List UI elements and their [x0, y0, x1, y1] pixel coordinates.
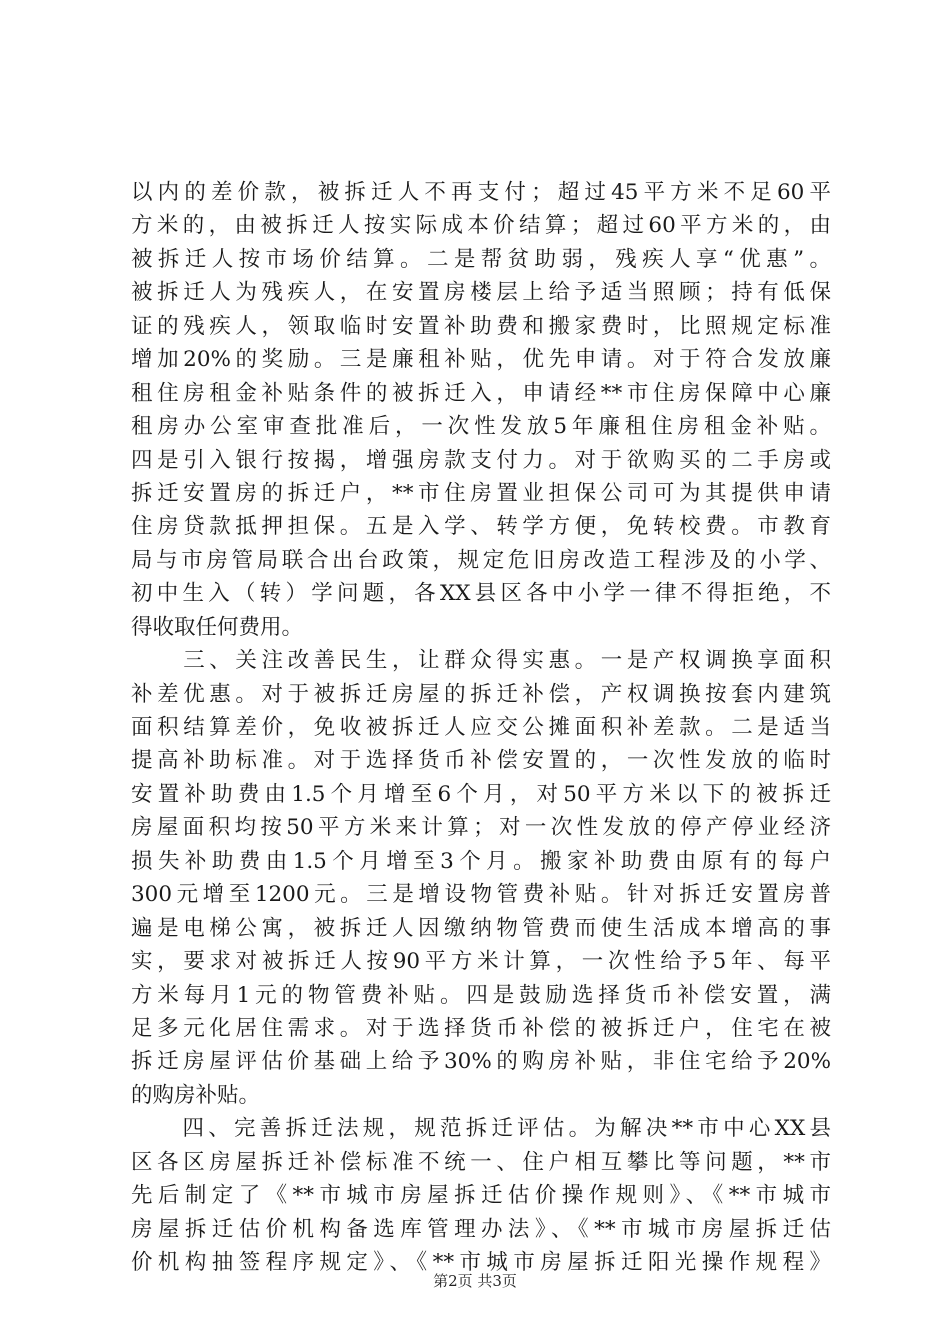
text-line: 以内的差价款，被拆迁人不再支付；超过45平方米不足60平 [131, 180, 831, 205]
text-line: 遍是电梯公寓，被拆迁人因缴纳物管费而使生活成本增高的事 [131, 915, 831, 941]
text-line: 证的残疾人，领取临时安置补助费和搬家费时，比照规定标准 [131, 313, 831, 339]
page-footer: 第2页 共3页 [433, 1272, 517, 1290]
text-line: 被拆迁人为残疾人，在安置房楼层上给予适当照顾；持有低保 [131, 280, 831, 306]
text-line: 拆迁房屋评估价基础上给予30%的购房补贴，非住宅给予20% [131, 1049, 831, 1075]
text-line: 三、关注改善民生，让群众得实惠。一是产权调换享面积 [131, 648, 831, 674]
text-line: 面积结算差价，免收被拆迁人应交公摊面积补差款。二是适当 [131, 715, 831, 740]
text-line: 价机构抽签程序规定》、《**市城市房屋拆迁阳光操作规程》 [131, 1250, 831, 1275]
text-line: 租住房租金补贴条件的被拆迁入，申请经**市住房保障中心廉 [131, 380, 831, 406]
text-line: 租房办公室审查批准后，一次性发放5年廉租住房租金补贴。 [131, 414, 831, 440]
text-line: 损失补助费由1.5个月增至3个月。搬家补助费由原有的每户 [131, 848, 831, 874]
text-line: 四是引入银行按揭，增强房款支付力。对于欲购买的二手房或 [131, 447, 831, 473]
text-line: 先后制定了《**市城市房屋拆迁估价操作规则》、《**市城市 [131, 1183, 831, 1209]
text-line: 房屋面积均按50平方米来计算；对一次性发放的停产停业经济 [131, 815, 831, 841]
text-line: 住房贷款抵押担保。五是入学、转学方便，免转校费。市教育 [131, 514, 831, 540]
text-line: 被拆迁人按市场价结算。二是帮贫助弱，残疾人享“优惠”。 [131, 246, 831, 272]
text-line: 四、完善拆迁法规，规范拆迁评估。为解决**市中心XX县 [131, 1116, 831, 1142]
text-line: 拆迁安置房的拆迁户，**市住房置业担保公司可为其提供申请 [131, 480, 831, 506]
text-line: 初中生入（转）学问题，各XX县区各中小学一律不得拒绝，不 [131, 581, 831, 607]
text-line: 方米的，由被拆迁人按实际成本价结算；超过60平方米的，由 [131, 213, 831, 239]
text-line: 得收取任何费用。 [131, 614, 304, 640]
text-line: 区各区房屋拆迁补偿标准不统一、住户相互攀比等问题，**市 [131, 1149, 831, 1175]
text-line: 提高补助标准。对于选择货币补偿安置的，一次性发放的临时 [131, 748, 831, 774]
body-text [131, 176, 831, 1279]
text-line: 的购房补贴。 [131, 1082, 261, 1108]
text-line: 足多元化居住需求。对于选择货币补偿的被拆迁户，住宅在被 [131, 1015, 831, 1041]
text-line: 方米每月1元的物管费补贴。四是鼓励选择货币补偿安置，满 [131, 982, 831, 1008]
text-line: 补差优惠。对于被拆迁房屋的拆迁补偿，产权调换按套内建筑 [131, 681, 831, 707]
text-line: 安置补助费由1.5个月增至6个月，对50平方米以下的被拆迁 [131, 781, 831, 807]
text-line: 房屋拆迁估价机构备选库管理办法》、《**市城市房屋拆迁估 [131, 1216, 831, 1242]
text-line: 增加20%的奖励。三是廉租补贴，优先申请。对于符合发放廉 [131, 347, 831, 373]
text-line: 实，要求对被拆迁人按90平方米计算，一次性给予5年、每平 [131, 949, 831, 975]
text-line: 300元增至1200元。三是增设物管费补贴。针对拆迁安置房普 [131, 882, 831, 908]
text-line: 局与市房管局联合出台政策，规定危旧房改造工程涉及的小学、 [131, 547, 831, 573]
